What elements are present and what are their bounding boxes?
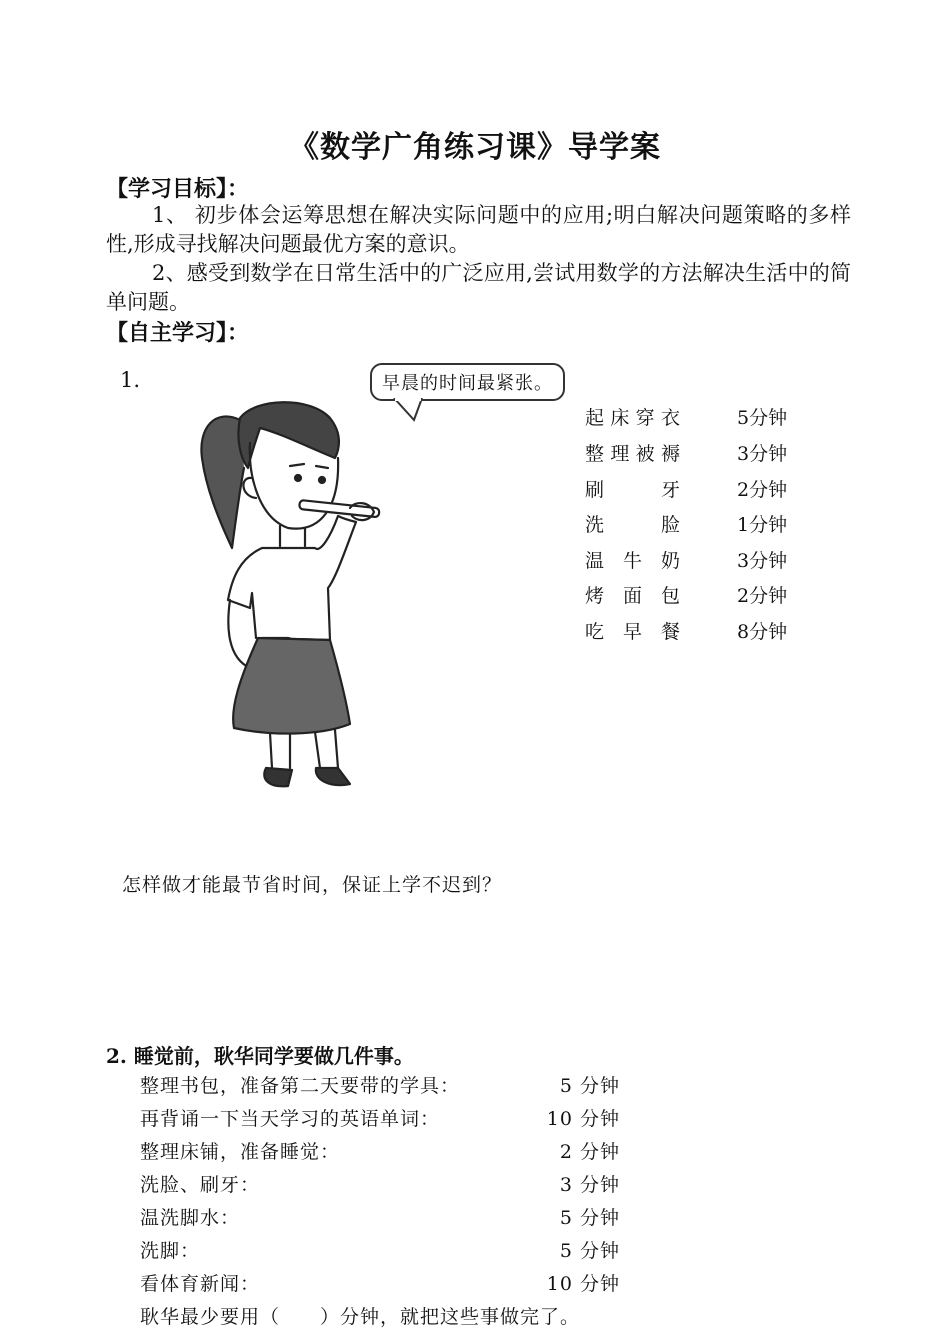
task-name: 洗脸 [585, 514, 680, 536]
task-time: 2分钟 [737, 479, 788, 501]
page-title: 《数学广角练习课》导学案 [289, 130, 661, 165]
girl-brushing-teeth-illustration [170, 388, 400, 798]
task-name: 看体育新闻： [140, 1273, 261, 1295]
task-name: 刷牙 [585, 479, 680, 501]
task-time: 2分钟 [737, 585, 788, 607]
task-name: 洗脚： [140, 1240, 201, 1262]
problem-1-question: 怎样做才能最节省时间，保证上学不迟到？ [122, 874, 503, 896]
task-time: 10 分钟 [546, 1108, 620, 1130]
task-name: 整理床铺，准备睡觉： [140, 1141, 341, 1163]
task-time: 5分钟 [737, 407, 788, 429]
problem-2-answer-prompt: 耿华最少要用（ ）分钟，就把这些事做完了。 [140, 1306, 581, 1328]
speech-bubble: 早晨的时间最紧张。 [370, 363, 565, 401]
task-name: 吃早餐 [585, 621, 680, 643]
task-name: 整理书包，准备第二天要带的学具： [140, 1075, 461, 1097]
task-time: 2 分钟 [559, 1141, 620, 1163]
task-name: 温洗脚水： [140, 1207, 241, 1229]
task-name: 起床穿衣 [585, 407, 680, 429]
task-time: 8分钟 [737, 621, 788, 643]
problem-2-heading: 2. 睡觉前，耿华同学要做几件事。 [106, 1044, 414, 1068]
objectives-heading: 【学习目标】： [106, 176, 250, 202]
objective-item-1: 1、 初步体会运筹思想在解决实际问题中的应用;明白解决问题策略的多样性,形成寻找解决问题最优方案的意识。 [106, 203, 851, 256]
problem-1-number: 1. [120, 368, 141, 392]
task-time: 5 分钟 [559, 1207, 620, 1229]
task-name: 整理被褥 [585, 443, 680, 465]
task-time: 3分钟 [737, 443, 788, 465]
self-study-heading: 【自主学习】： [106, 320, 250, 346]
speech-bubble-tail [392, 398, 432, 422]
task-time: 1分钟 [737, 514, 788, 536]
task-name: 洗脸、刷牙： [140, 1174, 261, 1196]
task-name: 温牛奶 [585, 550, 680, 572]
task-name: 烤面包 [585, 585, 680, 607]
task-time: 5 分钟 [559, 1075, 620, 1097]
task-time: 5 分钟 [559, 1240, 620, 1262]
objective-item-2: 2、感受到数学在日常生活中的广泛应用,尝试用数学的方法解决生活中的简单问题。 [106, 261, 851, 314]
task-time: 3分钟 [737, 550, 788, 572]
task-name: 再背诵一下当天学习的英语单词： [140, 1108, 441, 1130]
task-time: 10 分钟 [546, 1273, 620, 1295]
task-time: 3 分钟 [559, 1174, 620, 1196]
